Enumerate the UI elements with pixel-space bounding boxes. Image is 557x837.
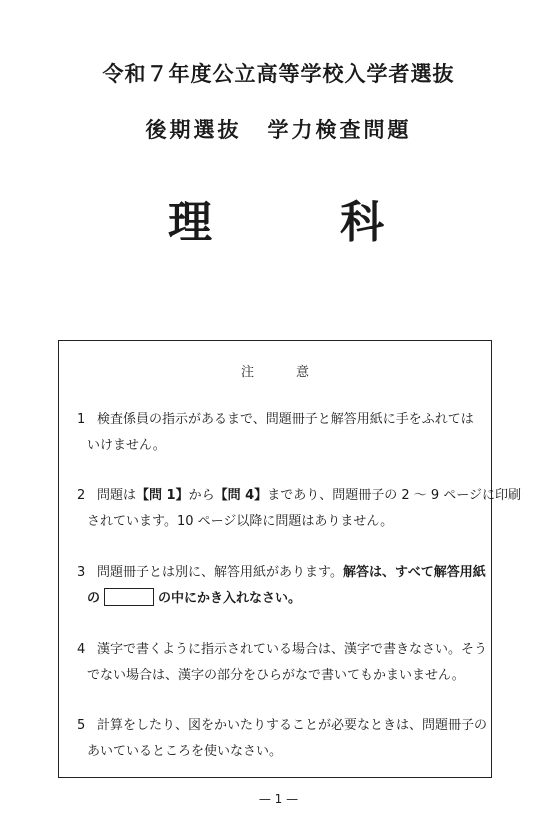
item-text-c: から xyxy=(188,488,215,503)
item-text: 計算をしたり、図をかいたりすることが必要なときは、問題冊子の xyxy=(97,718,488,733)
notice-box xyxy=(58,340,521,778)
subtitle-part-a: 後期選抜 xyxy=(145,118,242,142)
subject-char-1: 理 xyxy=(168,197,212,248)
item-text-e: まであり、問題冊子の 2 ～ 9 ページに印刷 xyxy=(267,488,521,503)
item-text-cont: あいているところを使いなさい。 xyxy=(87,744,283,759)
exam-title: 令和７年度公立高等学校入学者選抜 xyxy=(102,62,455,86)
notice-heading-b: 意 xyxy=(296,365,310,380)
item-number: 3 xyxy=(77,565,86,580)
item-number: 5 xyxy=(77,718,86,733)
item-text-bold: 解答は、すべて解答用紙 xyxy=(342,565,486,580)
notice-heading xyxy=(59,361,491,380)
item-text-bold-cont: の xyxy=(87,591,101,606)
subtitle-part-b: 学力検査問題 xyxy=(267,118,412,142)
notice-item-4 xyxy=(77,637,488,689)
answer-box-symbol xyxy=(104,588,154,606)
item-text-bold-end: の中にかき入れなさい。 xyxy=(158,591,302,606)
page-number: — 1 — xyxy=(258,792,299,806)
item-number: 4 xyxy=(77,642,86,657)
item-text: 検査係員の指示があるまで、問題冊子と解答用紙に手をふれては xyxy=(97,412,474,427)
subject-char-2: 科 xyxy=(340,197,384,248)
item-number: 1 xyxy=(77,412,86,427)
item-text: 漢字で書くように指示されている場合は、漢字で書きなさい。そう xyxy=(97,642,488,657)
item-text-a: 問題は xyxy=(97,488,137,503)
notice-item-3 xyxy=(77,560,486,612)
question-ref-4: 【問 4】 xyxy=(214,488,268,503)
notice-item-2 xyxy=(77,483,521,535)
item-text-cont: されています。10 ページ以降に問題はありません。 xyxy=(87,514,394,529)
item-text-a: 問題冊子とは別に、解答用紙があります。 xyxy=(97,565,343,580)
notice-item-1 xyxy=(77,407,477,459)
question-ref-1: 【問 1】 xyxy=(136,488,189,503)
item-number: 2 xyxy=(77,488,86,503)
notice-item-5 xyxy=(77,713,488,765)
notice-heading-a: 注 xyxy=(240,365,254,380)
item-text-cont: いけません。 xyxy=(87,438,166,453)
exam-subtitle xyxy=(0,114,557,144)
item-text-cont: でない場合は、漢字の部分をひらがなで書いてもかまいません。 xyxy=(87,668,465,683)
